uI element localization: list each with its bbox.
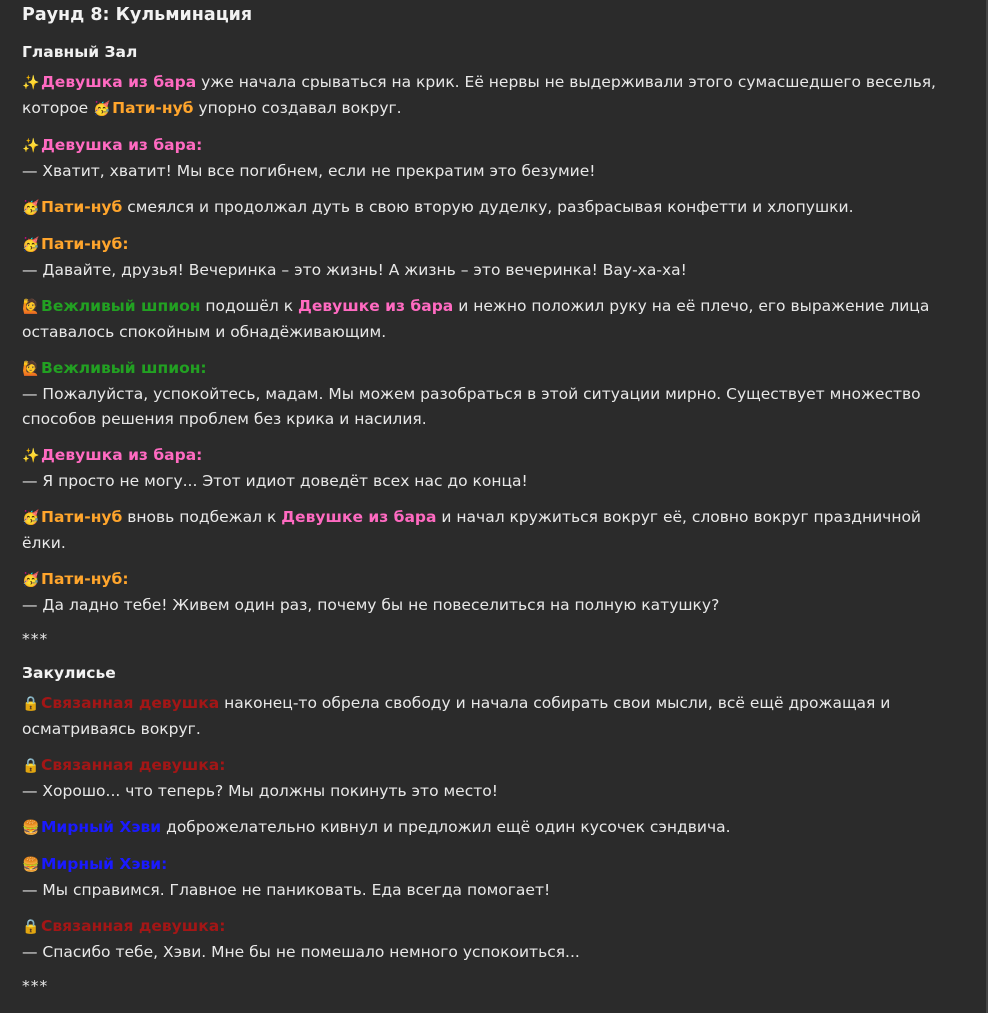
character-name: Девушке из бара (298, 297, 454, 315)
narration-text: уже начала срываться на крик. Её нервы не выдерживали этого сумасшедшего веселья, которое (22, 73, 936, 117)
dialogue-line (22, 443, 966, 494)
speaker-name: Связанная девушка: (41, 756, 226, 774)
narration-text: и начал кружиться вокруг её, словно вокруг праздничной ёлки. (22, 508, 922, 552)
lock-icon: 🔒 (22, 919, 40, 935)
dialogue-text: — Давайте, друзья! Вечеринка – это жизнь! А жизнь – это вечеринка! Вау-ха-ха! (22, 261, 687, 279)
party-face-icon: 🥳 (22, 510, 40, 526)
narration-paragraph (22, 195, 966, 221)
dialogue-line (22, 356, 966, 432)
burger-icon: 🍔 (22, 857, 40, 873)
dialogue-line (22, 914, 966, 965)
narration-paragraph (22, 70, 966, 122)
speaker-name: Связанная девушка: (41, 917, 226, 935)
narration-paragraph (22, 815, 966, 841)
round-title: Раунд 8: Кульминация (22, 5, 253, 25)
sparkles-icon: ✨ (22, 448, 40, 464)
dialogue-line (22, 133, 966, 184)
dialogue-text: — Хватит, хватит! Мы все погибнем, если не прекратим это безумие! (22, 162, 596, 180)
dialogue-text: — Хорошо... что теперь? Мы должны покинуть это место! (22, 782, 498, 800)
dialogue-text: — Да ладно тебе! Живем один раз, почему бы не повеселиться на полную катушку? (22, 596, 720, 614)
lock-icon: 🔒 (22, 758, 40, 774)
narration-paragraph (22, 294, 966, 345)
speaker-name: Мирный Хэви: (41, 855, 168, 873)
narration-paragraph (22, 691, 966, 742)
dialogue-text: — Спасибо тебе, Хэви. Мне бы не помешало немного успокоиться... (22, 943, 580, 961)
narration-text: и нежно положил руку на её плечо, его выражение лица оставалось спокойным и обнадёживающим. (22, 297, 930, 341)
narration-text: смеялся и продолжал дуть в свою вторую дуделку, разбрасывая конфетти и хлопушки. (122, 198, 854, 216)
lock-icon: 🔒 (22, 696, 40, 712)
narration-text: упорно создавал вокруг. (193, 99, 402, 117)
scene-separator: *** (22, 977, 49, 995)
narration-text: вновь подбежал к (122, 508, 282, 526)
party-face-icon: 🥳 (22, 237, 40, 253)
character-name: Пати-нуб (41, 198, 123, 216)
dialogue-line (22, 753, 966, 804)
dialogue-text: — Пожалуйста, успокойтесь, мадам. Мы можем разобраться в этой ситуации мирно. Существует множество способов решения проблем без крика и насилия. (22, 385, 921, 428)
sparkles-icon: ✨ (22, 138, 40, 154)
dialogue-text: — Мы справимся. Главное не паниковать. Еда всегда помогает! (22, 881, 551, 899)
character-name: Пати-нуб (41, 508, 123, 526)
dialogue-text: — Я просто не могу... Этот идиот доведёт всех нас до конца! (22, 472, 528, 490)
character-name: Пати-нуб (112, 99, 194, 117)
party-face-icon: 🥳 (93, 101, 111, 117)
speaker-name: Девушка из бара: (41, 136, 203, 154)
scene-separator: *** (22, 630, 49, 648)
narration-text: доброжелательно кивнул и предложил ещё один кусочек сэндвича. (161, 818, 731, 836)
location-heading: Главный Зал (22, 43, 138, 61)
speaker-name: Пати-нуб: (41, 570, 129, 588)
raising-hand-icon: 🙋 (22, 361, 40, 377)
character-name: Вежливый шпион (41, 297, 201, 315)
speaker-name: Пати-нуб: (41, 235, 129, 253)
speaker-name: Вежливый шпион: (41, 359, 207, 377)
dialogue-line (22, 232, 966, 283)
character-name: Девушка из бара (41, 73, 197, 91)
dialogue-line (22, 852, 966, 903)
party-face-icon: 🥳 (22, 200, 40, 216)
raising-hand-icon: 🙋 (22, 299, 40, 315)
party-face-icon: 🥳 (22, 572, 40, 588)
character-name: Связанная девушка (41, 694, 220, 712)
location-heading: Закулисье (22, 664, 116, 682)
burger-icon: 🍔 (22, 820, 40, 836)
narration-paragraph (22, 505, 966, 556)
sparkles-icon: ✨ (22, 75, 40, 91)
dialogue-line (22, 567, 966, 618)
narration-text: наконец-то обрела свободу и начала собирать свои мысли, всё ещё дрожащая и осматриваясь вокруг. (22, 694, 891, 738)
narration-text: подошёл к (200, 297, 299, 315)
character-name: Мирный Хэви (41, 818, 162, 836)
character-name: Девушке из бара (281, 508, 437, 526)
speaker-name: Девушка из бара: (41, 446, 203, 464)
